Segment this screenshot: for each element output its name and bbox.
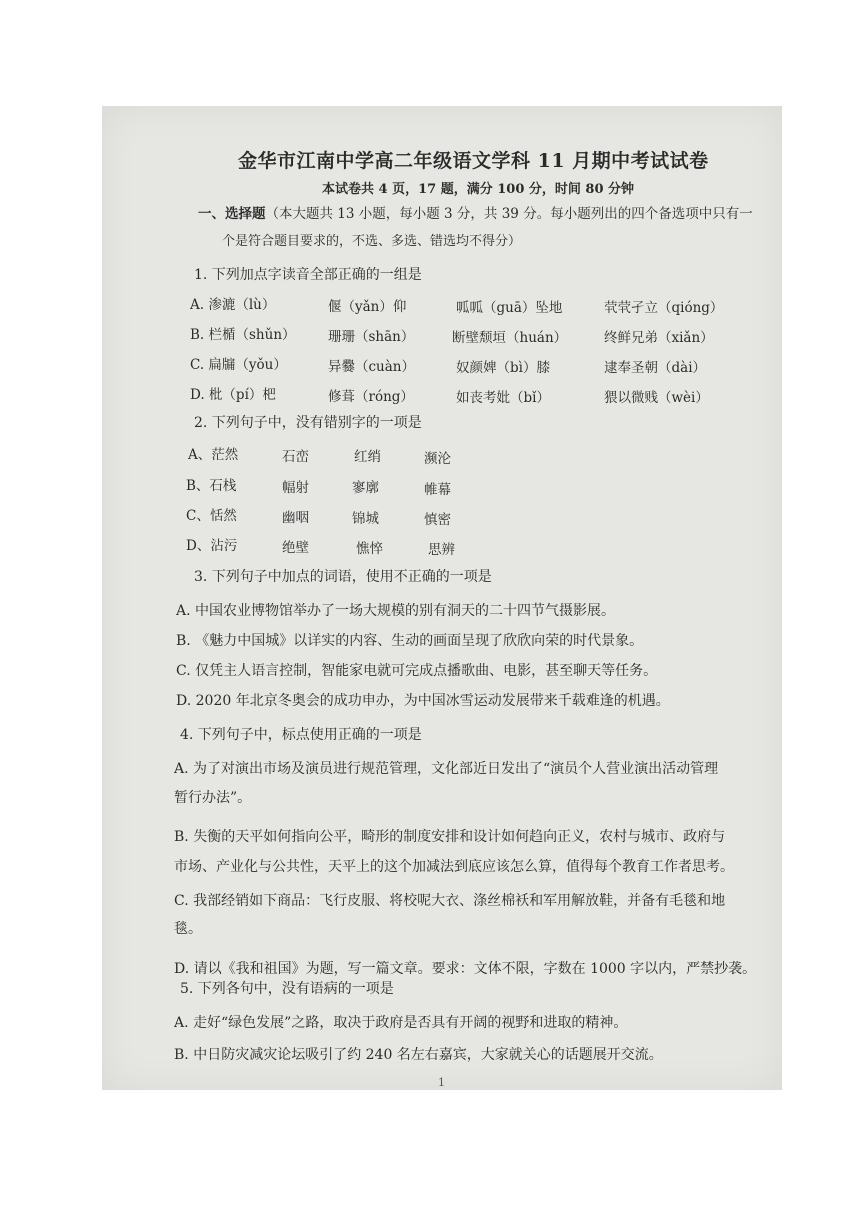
q5-option-a: A. 走好“绿色发展”之路，取决于政府是否具有开阔的视野和进取的精神。 bbox=[174, 1015, 628, 1031]
q1-c-2: 异爨（cuàn） bbox=[328, 359, 415, 375]
q1-d-4: 猥以微贱（wèi） bbox=[604, 390, 709, 406]
q4-option-b-line1: B. 失衡的天平如何指向公平，畸形的制度安排和设计如何趋向正义，农村与城市、政府与 bbox=[174, 829, 726, 845]
q2-b-1: B、石栈 bbox=[186, 478, 237, 494]
q3-option-c: C. 仅凭主人语言控制，智能家电就可完成点播歌曲、电影，甚至聊天等任务。 bbox=[176, 663, 658, 679]
q1-b-4: 终鲜兄弟（xiǎn） bbox=[604, 330, 714, 346]
q4-option-a-line1: A. 为了对演出市场及演员进行规范管理，文化部近日发出了“演员个人营业演出活动管理 bbox=[174, 761, 719, 777]
q3-stem: 3. 下列句子中加点的词语，使用不正确的一项是 bbox=[194, 569, 492, 585]
q3-option-b: B. 《魅力中国城》以详实的内容、生动的画面呈现了欣欣向荣的时代景象。 bbox=[176, 633, 644, 649]
exam-paper-sheet bbox=[102, 106, 782, 1090]
q1-stem: 1. 下列加点字读音全部正确的一组是 bbox=[194, 267, 422, 283]
q2-stem: 2. 下列句子中，没有错别字的一项是 bbox=[194, 415, 422, 431]
q2-b-4: 帷幕 bbox=[424, 482, 451, 498]
q1-b-2: 珊珊（shān） bbox=[328, 329, 415, 345]
q2-b-3: 寥廓 bbox=[352, 480, 379, 496]
q5-stem: 5. 下列各句中，没有语病的一项是 bbox=[180, 981, 394, 997]
q4-option-b-line2: 市场、产业化与公共性，天平上的这个加减法到底应该怎么算，值得每个教育工作者思考。 bbox=[174, 859, 734, 875]
q2-a-1: A、茫然 bbox=[188, 447, 239, 463]
q2-d-3: 憔悴 bbox=[356, 541, 383, 557]
q1-a-4: 茕茕孑立（qióng） bbox=[604, 300, 724, 316]
q2-c-3: 锦城 bbox=[352, 511, 379, 527]
q1-b-1: B. 栏楯（shǔn） bbox=[190, 327, 296, 343]
q2-a-4: 濒沦 bbox=[424, 451, 451, 467]
q1-c-3: 奴颜婢（bì）膝 bbox=[456, 360, 550, 376]
q1-a-1: A. 渗漉（lù） bbox=[190, 297, 276, 313]
q3-option-d: D. 2020 年北京冬奥会的成功申办，为中国冰雪运动发展带来千载难逢的机遇。 bbox=[176, 693, 670, 709]
exam-title: 金华市江南中学高二年级语文学科 11 月期中考试试卷 bbox=[238, 150, 709, 172]
section1-note-line2: 个是符合题目要求的，不选、多选、错选均不得分） bbox=[222, 234, 522, 249]
q5-option-b: B. 中日防灾减灾论坛吸引了约 240 名左右嘉宾，大家就关心的话题展开交流。 bbox=[174, 1047, 663, 1063]
q4-option-d: D. 请以《我和祖国》为题，写一篇文章。要求：文体不限，字数在 1000 字以内，严禁抄袭。 bbox=[174, 961, 757, 977]
q2-d-4: 思辨 bbox=[428, 542, 455, 558]
q2-d-1: D、沾污 bbox=[186, 538, 238, 554]
section1-title: 一、选择题 bbox=[198, 206, 266, 222]
q3-option-a: A. 中国农业博物馆举办了一场大规模的别有洞天的二十四节气摄影展。 bbox=[176, 603, 616, 619]
q1-b-3: 断壁颓垣（huán） bbox=[452, 330, 568, 346]
q2-c-2: 幽咽 bbox=[282, 510, 309, 526]
q4-stem: 4. 下列句子中，标点使用正确的一项是 bbox=[180, 727, 422, 743]
q1-a-2: 偃（yǎn）仰 bbox=[328, 299, 407, 315]
q2-d-2: 绝壁 bbox=[282, 540, 309, 556]
q1-c-4: 逮奉圣朝（dài） bbox=[604, 360, 707, 376]
q1-d-3: 如丧考妣（bǐ） bbox=[456, 390, 550, 406]
q2-a-3: 红绡 bbox=[354, 449, 381, 465]
q2-b-2: 幅射 bbox=[282, 480, 309, 496]
q1-d-1: D. 枇（pí）杷 bbox=[190, 387, 276, 403]
exam-info: 本试卷共 4 页，17 题，满分 100 分，时间 80 分钟 bbox=[322, 182, 635, 197]
q2-c-4: 慎密 bbox=[424, 512, 451, 528]
q4-option-c-line2: 毯。 bbox=[174, 921, 202, 937]
q1-c-1: C. 扁牖（yǒu） bbox=[190, 357, 287, 373]
q2-c-1: C、恬然 bbox=[186, 508, 237, 524]
q2-a-2: 石峦 bbox=[282, 449, 309, 465]
q1-a-3: 呱呱（guā）坠地 bbox=[456, 300, 563, 316]
q1-d-2: 修葺（róng） bbox=[328, 389, 414, 405]
page-number: 1 bbox=[438, 1076, 445, 1089]
section1-heading bbox=[198, 202, 753, 222]
q4-option-a-line2: 暂行办法”。 bbox=[174, 790, 252, 806]
q4-option-c-line1: C. 我部经销如下商品：飞行皮服、将校呢大衣、涤丝棉袄和军用解放鞋，并备有毛毯和地 bbox=[174, 893, 726, 909]
section1-note-line1: （本大题共 13 小题，每小题 3 分，共 39 分。每小题列出的四个备选项中只有一 bbox=[265, 206, 753, 222]
